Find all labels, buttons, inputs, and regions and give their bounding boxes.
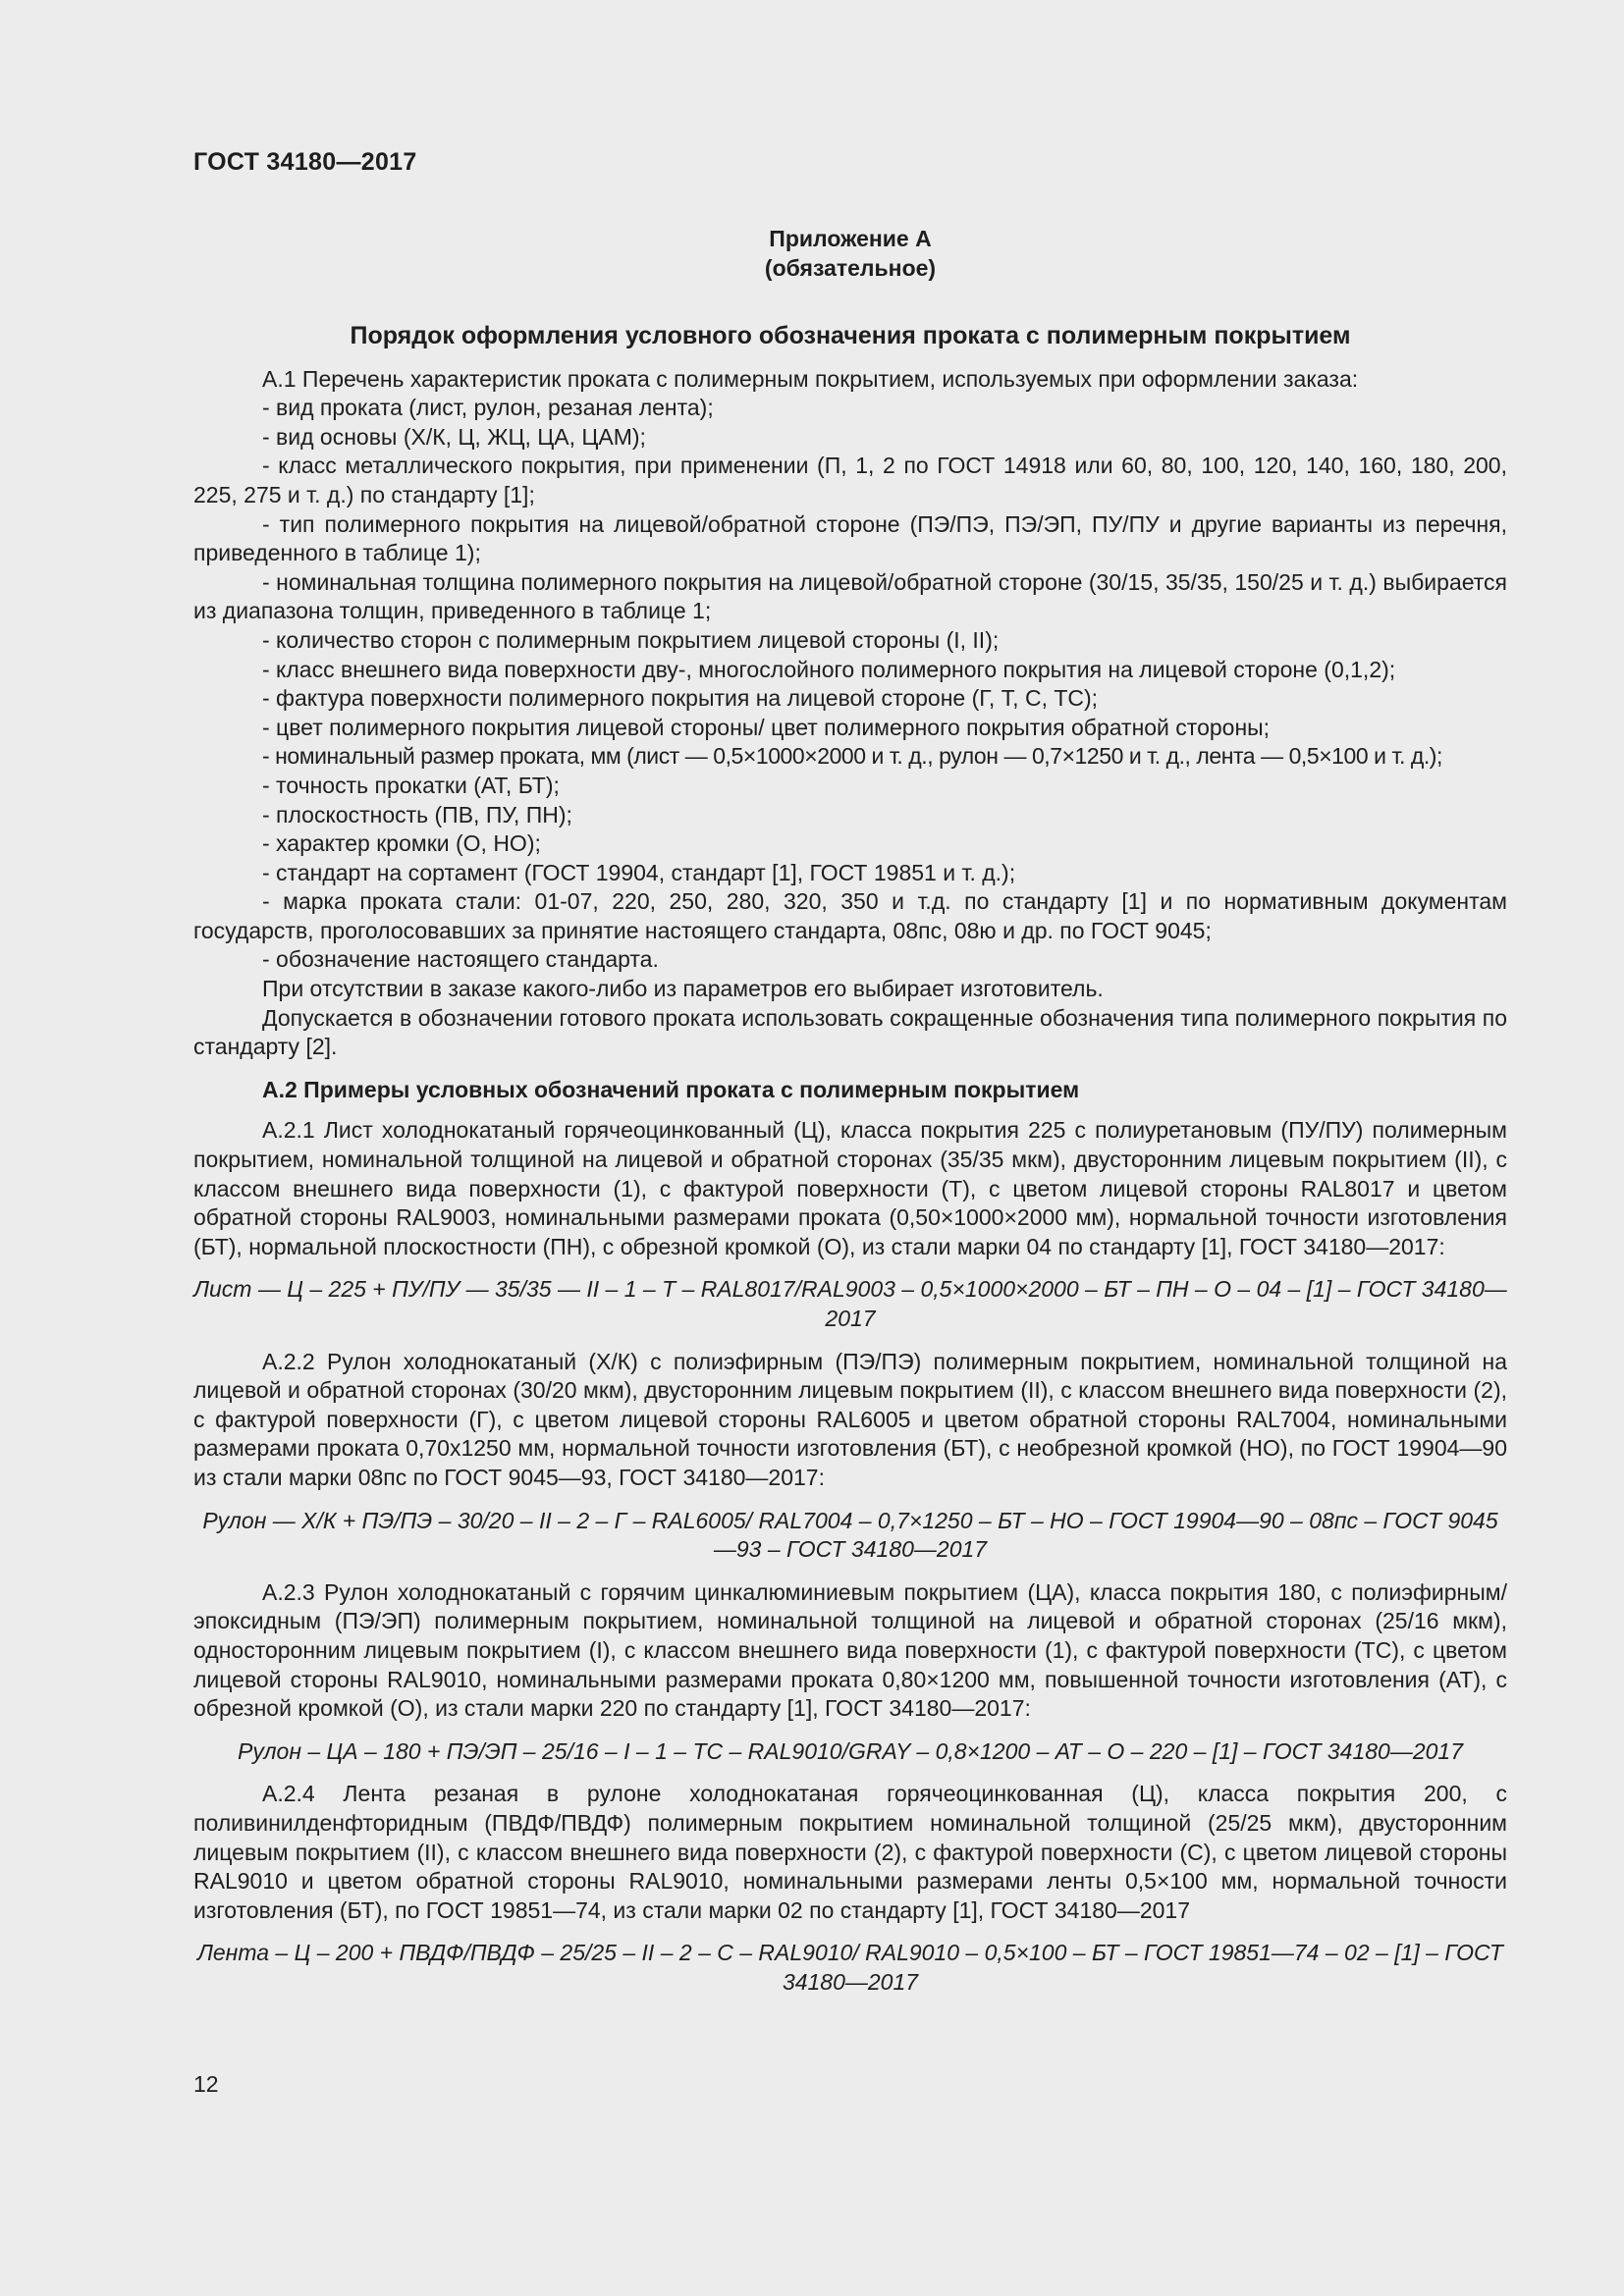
list-item: - обозначение настоящего стандарта. (262, 946, 659, 973)
list-item: - плоскостность (ПВ, ПУ, ПН); (262, 801, 572, 828)
example-formula: Лист — Ц – 225 + ПУ/ПУ — 35/35 — II – 1 – Т – RAL8017/RAL9003 – 0,5×1000×2000 – БТ – ПН – О – 04 – [1] – ГОСТ 34180—2017 (193, 1276, 1507, 1331)
document-header: ГОСТ 34180—2017 (193, 148, 417, 176)
paragraph: При отсутствии в заказе какого-либо из параметров его выбирает изготовитель. (262, 976, 1104, 1002)
list-item: - вид проката (лист, рулон, резаная лента); (262, 395, 714, 421)
list-item: - марка проката стали: 01-07, 220, 250, 280, 320, 350 и т.д. по стандарту [1] и по нормативным документам государств, проголосовавших за принятие настоящего стандарта, 08пс, 08ю и др. по ГОСТ 9045; (193, 888, 1507, 943)
example-formula: Рулон – ЦА – 180 + ПЭ/ЭП – 25/16 – I – 1 – ТС – RAL9010/GRAY – 0,8×1200 – АТ – О – 220 – [1] – ГОСТ 34180—2017 (237, 1737, 1464, 1764)
example-text: А.2.2 Рулон холоднокатаный (Х/К) с полиэфирным (ПЭ/ПЭ) полимерным покрытием, номинальной толщиной на лицевой и обратной сторонах (30/20 мкм), двусторонним лицевым покрытием (II), с классом внешнего вида поверхности (2), с фактурой поверхности (Г), с цветом лицевой стороны RAL6005 и цветом обратной стороны RAL7004, номинальными размерами проката 0,70х1250 мм, нормальной точности изготовления (БТ), с необрезной кромкой (НО), по ГОСТ 19904—90 из стали марки 08пс по ГОСТ 9045—93, ГОСТ 34180—2017: (193, 1348, 1507, 1490)
example-formula: Рулон — Х/К + ПЭ/ПЭ – 30/20 – II – 2 – Г – RAL6005/ RAL7004 – 0,7×1250 – БТ – НО – ГОСТ 19904—90 – 08пс – ГОСТ 9045—93 – ГОСТ 34180—2017 (202, 1507, 1498, 1563)
list-item: - номинальная толщина полимерного покрытия на лицевой/обратной стороне (30/15, 35/35, 150/25 и т. д.) выбирается из диапазона толщин, приведенного в таблице 1; (193, 568, 1507, 624)
list-item: - количество сторон с полимерным покрытием лицевой стороны (I, II); (262, 626, 1000, 653)
paragraph: А.1 Перечень характеристик проката с полимерным покрытием, используемых при оформлении заказа: (262, 365, 1359, 392)
list-item: - тип полимерного покрытия на лицевой/обратной стороне (ПЭ/ПЭ, ПЭ/ЭП, ПУ/ПУ и другие варианты из перечня, приведенного в таблице 1); (193, 510, 1507, 566)
list-item: - точность прокатки (АТ, БТ); (262, 772, 560, 798)
list-item: - вид основы (Х/К, Ц, ЖЦ, ЦА, ЦАМ); (262, 423, 646, 450)
list-item: - класс внешнего вида поверхности дву-, многослойного полимерного покрытия на лицевой стороне (0,1,2); (262, 656, 1396, 682)
example-text: А.2.3 Рулон холоднокатаный с горячим цинкалюминиевым покрытием (ЦА), класса покрытия 180, с полиэфирным/эпоксидным (ПЭ/ЭП) полимерным покрытием, номинальной толщиной на лицевой и обратной сторонах (25/16 мкм), односторонним лицевым покрытием (I), с классом внешнего вида поверхности (1), с фактурой поверхности (ТС), с цветом лицевой стороны RAL9010, номинальными размерами проката 0,80×1200 мм, повышенной точности изготовления (АТ), с обрезной кромкой (О), из стали марки 220 по стандарту [1], ГОСТ 34180—2017: (193, 1578, 1507, 1722)
list-item: - класс металлического покрытия, при применении (П, 1, 2 по ГОСТ 14918 или 60, 80, 100, 120, 140, 160, 180, 200, 225, 275 и т. д.) по стандарту [1]; (193, 453, 1507, 507)
section-a2-title: А.2 Примеры условных обозначений проката с полимерным покрытием (262, 1076, 1080, 1102)
section-a2 (193, 1116, 1507, 1997)
section-a1 (193, 365, 1507, 1062)
annex-title: Приложение А (769, 226, 932, 251)
page-number: 12 (193, 2071, 219, 2097)
example-text: А.2.1 Лист холоднокатаный горячеоцинкованный (Ц), класса покрытия 225 с полиуретановым (ПУ/ПУ) полимерным покрытием, номинальной толщиной на лицевой и обратной сторонах (35/35 мкм), двусторонним лицевым покрытием (II), с классом внешнего вида поверхности (1), с фактурой поверхности (Т), с цветом лицевой стороны RAL8017 и цветом обратной стороны RAL9003, номинальными размерами проката (0,50×1000×2000 мм), нормальной точности изготовления (БТ), нормальной плоскостности (ПН), с обрезной кромкой (О), из стали марки 04 по стандарту [1], ГОСТ 34180—2017: (193, 1117, 1507, 1259)
list-item: - номинальный размер проката, мм (лист — 0,5×1000×2000 и т. д., рулон — 0,7×1250 и т. д., лента — 0,5×100 и т. д.); (262, 743, 1442, 770)
list-item: - цвет полимерного покрытия лицевой стороны/ цвет полимерного покрытия обратной стороны; (262, 714, 1271, 740)
annex-status: (обязательное) (764, 255, 937, 281)
example-formula: Лента – Ц – 200 + ПВДФ/ПВДФ – 25/25 – II – 2 – С – RAL9010/ RAL9010 – 0,5×100 – БТ – ГОСТ 19851—74 – 02 – [1] – ГОСТ 34180—2017 (197, 1940, 1503, 1995)
list-item: - характер кромки (О, НО); (262, 830, 541, 857)
paragraph: Допускается в обозначении готового проката использовать сокращенные обозначения типа полимерного покрытия по стандарту [2]. (193, 1004, 1507, 1060)
page-content (193, 224, 1507, 2010)
annex-heading: Порядок оформления условного обозначения проката с полимерным покрытием (350, 322, 1351, 349)
example-text: А.2.4 Лента резаная в рулоне холоднокатаная горячеоцинкованная (Ц), класса покрытия 200, с поливинилденфторидным (ПВДФ/ПВДФ) полимерным покрытием номинальной толщиной (25/25 мкм), двусторонним лицевым покрытием (II), с классом внешнего вида поверхности (2), с фактурой поверхности (С), с цветом лицевой стороны RAL9010 и цветом обратной стороны RAL9010, номинальными размерами ленты 0,5×100 мм, нормальной точности изготовления (БТ), по ГОСТ 19851—74, из стали марки 02 по стандарту [1], ГОСТ 34180—2017 (193, 1781, 1507, 1923)
list-item: - фактура поверхности полимерного покрытия на лицевой стороне (Г, Т, С, ТС); (262, 685, 1099, 712)
list-item: - стандарт на сортамент (ГОСТ 19904, стандарт [1], ГОСТ 19851 и т. д.); (262, 859, 1016, 885)
